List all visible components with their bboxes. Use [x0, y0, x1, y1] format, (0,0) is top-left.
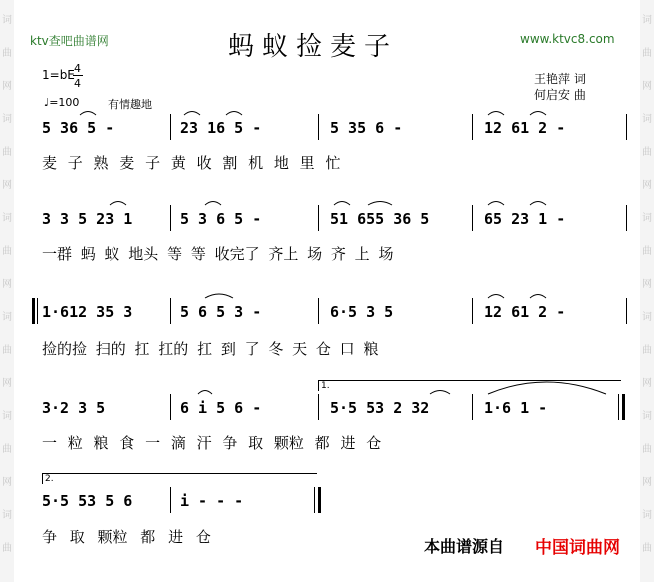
lyrics-line: 麦 子 熟 麦 子 黄 收 割 机 地 里 忙	[42, 154, 341, 172]
measure: 51 655 36 5	[330, 210, 430, 228]
measure: i - - -	[180, 492, 244, 510]
tempo-mark: ♩=100	[44, 96, 80, 109]
measure: 3·2 3 5	[42, 399, 106, 417]
site-link-right[interactable]: www.ktvc8.com	[520, 32, 615, 46]
time-denominator: 4	[74, 77, 81, 90]
lyrics-line: 一群 蚂 蚁 地头 等 等 收完了 齐上 场 齐 上 场	[42, 245, 394, 263]
measure: 6 i 5 6 -	[180, 399, 262, 417]
time-numerator: 4	[74, 62, 81, 75]
left-watermark-text: 词 曲 网 词 曲 网 词 曲 网 词 曲 网 词 曲 网 词 曲	[2, 15, 12, 554]
measure: 5·5 53 2 32	[330, 399, 430, 417]
site-link-left[interactable]: ktv查吧曲谱网	[30, 34, 109, 48]
measure: 1·612 35 3	[42, 303, 133, 321]
lyrics-line: 争 取 颗粒 都 进 仓	[42, 528, 211, 546]
brand-name[interactable]: 中国词曲网	[535, 538, 620, 558]
measure: 5 6 5 3 -	[180, 303, 262, 321]
second-ending-bracket: 2.	[42, 473, 317, 484]
measure: 1·6 1 -	[484, 399, 548, 417]
lyricist-credit: 王艳萍 词	[534, 72, 586, 86]
measure: 5·5 53 5 6	[42, 492, 133, 510]
first-ending-bracket: 1.	[318, 380, 621, 391]
measure: 12 61 2 -	[484, 119, 566, 137]
measure: 23 16 5 -	[180, 119, 262, 137]
measure: 65 23 1 -	[484, 210, 566, 228]
composer-credit: 何启安 曲	[534, 88, 586, 102]
measure: 3 3 5 23 1	[42, 210, 133, 228]
expression-mark: 有情趣地	[108, 98, 152, 111]
key-signature: 1=bE	[42, 68, 75, 82]
lyrics-line: 捡的捡 扫的 扛 扛的 扛 到 了 冬 天 仓 口 粮	[42, 340, 379, 358]
lyrics-line: 一 粒 粮 食 一 滴 汗 争 取 颗粒 都 进 仓	[42, 434, 382, 452]
source-label: 本曲谱源自	[424, 537, 505, 556]
measure: 12 61 2 -	[484, 303, 566, 321]
song-title: 蚂蚁捡麦子	[228, 32, 399, 62]
measure: 5 35 6 -	[330, 119, 403, 137]
measure: 6·5 3 5	[330, 303, 394, 321]
measure: 5 36 5 -	[42, 119, 115, 137]
right-watermark-text: 词 曲 网 词 曲 网 词 曲 网 词 曲 网 词 曲 网 词 曲	[642, 15, 652, 554]
measure: 5 3 6 5 -	[180, 210, 262, 228]
